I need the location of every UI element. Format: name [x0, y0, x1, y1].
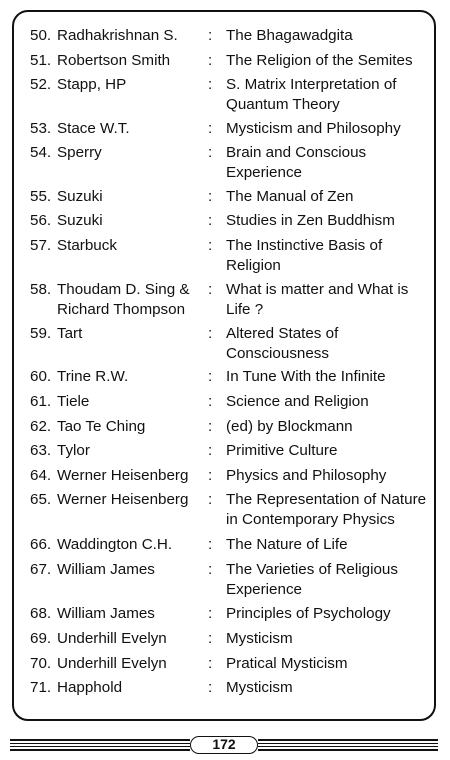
- entry-separator: :: [208, 368, 213, 385]
- entry-author: Robertson Smith: [57, 52, 171, 69]
- entry-title: The Bhagawadgita: [226, 27, 353, 44]
- entry-separator: :: [208, 467, 213, 484]
- entry-number: 61.: [30, 393, 52, 410]
- entry-title: Mysticism: [226, 679, 293, 696]
- entry-author: William James: [57, 605, 155, 622]
- entry-author: Happhold: [57, 679, 123, 696]
- entry-title: Studies in Zen Buddhism: [226, 212, 395, 229]
- entry-title: Altered States of Consciousness: [226, 325, 339, 362]
- entry-title: The Instinctive Basis of Religion: [226, 237, 383, 274]
- entry-separator: :: [208, 536, 213, 553]
- footer-rule-right: [258, 739, 438, 751]
- entry-title: The Manual of Zen: [226, 188, 354, 205]
- entry-separator: :: [208, 120, 213, 137]
- entry-author: Sperry: [57, 144, 102, 161]
- entry-separator: :: [208, 237, 213, 254]
- entry-author: Trine R.W.: [57, 368, 129, 385]
- entry-number: 66.: [30, 536, 52, 553]
- page-number: 172: [190, 736, 258, 754]
- entry-number: 55.: [30, 188, 52, 205]
- entry-separator: :: [208, 655, 213, 672]
- entry-number: 69.: [30, 630, 52, 647]
- entry-author: Underhill Evelyn: [57, 655, 167, 672]
- entry-author: Starbuck: [57, 237, 117, 254]
- entry-author: Werner Heisenberg: [57, 491, 189, 508]
- entry-title: What is matter and What is Life ?: [226, 281, 409, 318]
- entry-number: 56.: [30, 212, 52, 229]
- entry-number: 57.: [30, 237, 52, 254]
- entry-title: S. Matrix Interpretation of Quantum Theory: [226, 76, 397, 113]
- entry-separator: :: [208, 679, 213, 696]
- entry-number: 67.: [30, 561, 52, 578]
- entry-title: The Nature of Life: [226, 536, 348, 553]
- entry-separator: :: [208, 281, 213, 298]
- entry-separator: :: [208, 605, 213, 622]
- entry-title: Primitive Culture: [226, 442, 338, 459]
- entry-separator: :: [208, 325, 213, 342]
- entry-number: 52.: [30, 76, 52, 93]
- entry-number: 54.: [30, 144, 52, 161]
- entry-author: Tylor: [57, 442, 90, 459]
- entry-separator: :: [208, 630, 213, 647]
- entry-author: Stace W.T.: [57, 120, 130, 137]
- entry-number: 65.: [30, 491, 52, 508]
- entry-title: Brain and Conscious Experience: [226, 144, 367, 181]
- entry-author: Suzuki: [57, 188, 103, 205]
- entry-number: 64.: [30, 467, 52, 484]
- entry-author: Werner Heisenberg: [57, 467, 189, 484]
- entry-author: Underhill Evelyn: [57, 630, 167, 647]
- entry-title: Pratical Mysticism: [226, 655, 348, 672]
- entry-author: Radhakrishnan S.: [57, 27, 178, 44]
- entry-title: The Representation of Nature in Contemporary Physics: [226, 491, 427, 528]
- page-footer: [10, 736, 438, 760]
- entry-title: Mysticism: [226, 630, 293, 647]
- footer-rule-left: [10, 739, 190, 751]
- entry-separator: :: [208, 188, 213, 205]
- entry-separator: :: [208, 52, 213, 69]
- entry-separator: :: [208, 491, 213, 508]
- entry-number: 53.: [30, 120, 52, 137]
- entry-number: 62.: [30, 418, 52, 435]
- entry-separator: :: [208, 561, 213, 578]
- entry-number: 59.: [30, 325, 52, 342]
- entry-author: Waddington C.H.: [57, 536, 173, 553]
- entry-title: Mysticism and Philosophy: [226, 120, 401, 137]
- entry-number: 63.: [30, 442, 52, 459]
- entry-author: Thoudam D. Sing & Richard Thompson: [57, 281, 190, 318]
- entry-separator: :: [208, 27, 213, 44]
- entry-title: Principles of Psychology: [226, 605, 391, 622]
- entry-number: 50.: [30, 27, 52, 44]
- entry-author: Tart: [57, 325, 83, 342]
- entry-separator: :: [208, 212, 213, 229]
- entry-number: 70.: [30, 655, 52, 672]
- entry-number: 51.: [30, 52, 52, 69]
- entry-number: 58.: [30, 281, 52, 298]
- entry-title: The Religion of the Semites: [226, 52, 413, 69]
- entry-number: 60.: [30, 368, 52, 385]
- entry-title: Physics and Philosophy: [226, 467, 387, 484]
- entry-author: Tiele: [57, 393, 90, 410]
- entry-number: 71.: [30, 679, 52, 696]
- entry-author: Stapp, HP: [57, 76, 127, 93]
- entry-author: William James: [57, 561, 155, 578]
- entry-title: Science and Religion: [226, 393, 369, 410]
- entry-author: Suzuki: [57, 212, 103, 229]
- entry-title: The Varieties of Religious Experience: [226, 561, 398, 598]
- bibliography-frame: [12, 10, 436, 721]
- entry-separator: :: [208, 418, 213, 435]
- entry-separator: :: [208, 76, 213, 93]
- entry-author: Tao Te Ching: [57, 418, 146, 435]
- entry-separator: :: [208, 393, 213, 410]
- entry-separator: :: [208, 144, 213, 161]
- entry-title: (ed) by Blockmann: [226, 418, 353, 435]
- entry-number: 68.: [30, 605, 52, 622]
- entry-title: In Tune With the Infinite: [226, 368, 386, 385]
- entry-separator: :: [208, 442, 213, 459]
